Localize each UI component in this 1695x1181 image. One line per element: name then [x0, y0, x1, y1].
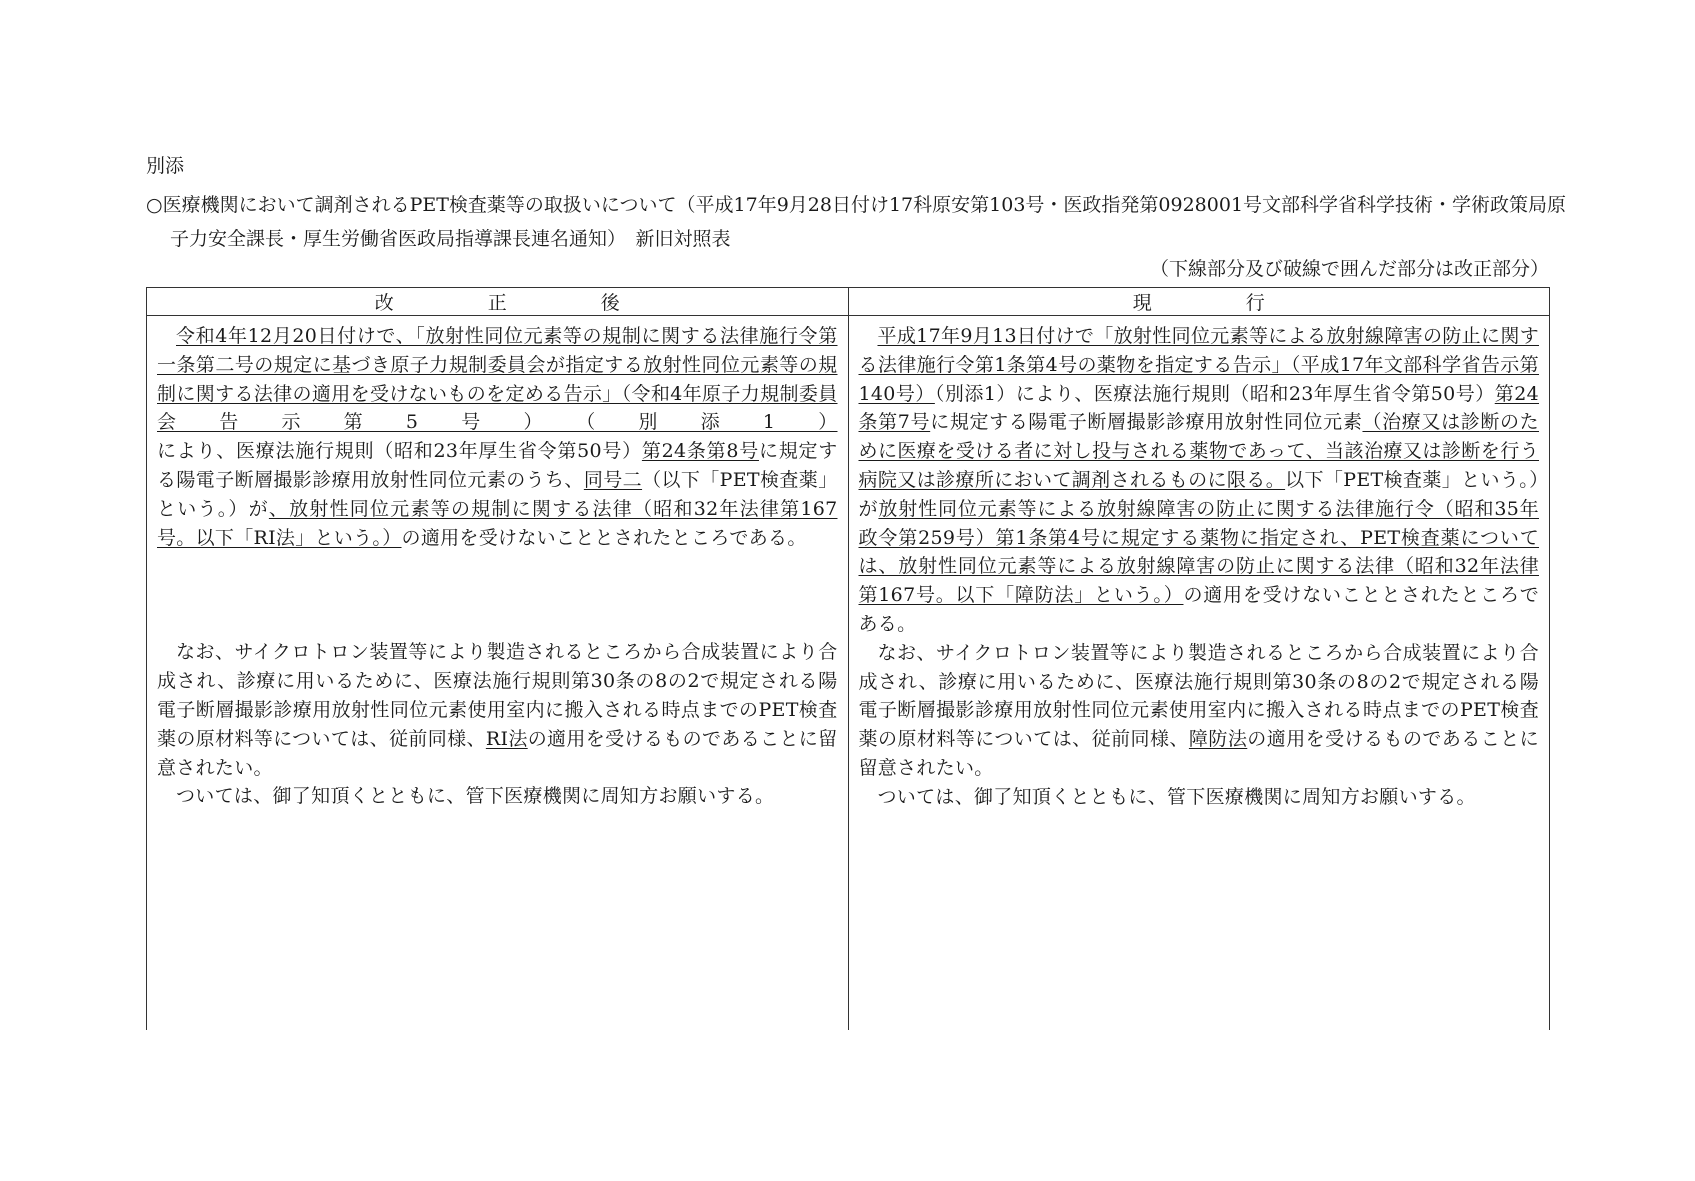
table-header-row [147, 288, 1550, 316]
after-paragraph-3: ついては、御了知頂くとともに、管下医療機関に周知方お願いする。 [176, 785, 775, 808]
before-p1-text-3: 以下「PET検査薬」という。）が [858, 468, 1540, 520]
header-before: 現 行 [848, 288, 1550, 316]
after-p1-underlined-2: 第24条第8号 [641, 440, 759, 463]
after-p2-underlined: RI法 [485, 727, 528, 750]
after-p1-underlined-4: 、放射性同位元素等の規制に関する法律（昭和32年法律第167号。以下「RI法」という。） [157, 497, 838, 549]
before-p1-underlined-1: 平成17年9月13日付けで「放射性同位元素等による放射線障害の防止に関する法律施行令第1条第4号の薬物を指定する告示」（平成17年文部科学省告示第140号） [858, 325, 1539, 405]
before-p1-text-4: の適用を受けないこととされたところである。 [858, 584, 1539, 635]
before-p1-underlined-3: （治療又は診断のために医療を受ける者に対し投与される薬物であって、当該治療又は診断を行う病院又は診療所において調剤されるものに限る。 [858, 411, 1539, 491]
before-p1-underlined-4: 放射性同位元素等による放射線障害の防止に関する法律施行令（昭和35年政令第259号）第1条第4号に規定する薬物に指定され、PET検査薬については、放射性同位元素等による放射線障害の防止に関する法律（昭和32年法律第167号。以下「障防法」という。） [858, 497, 1539, 607]
after-paragraph-1 [157, 322, 838, 552]
before-p1-text-1: （別添1）により、医療法施行規則（昭和23年厚生省令第50号） [934, 382, 1495, 405]
before-p1-text-2: に規定する陽電子断層撮影診療用放射性同位元素 [930, 411, 1363, 434]
before-paragraph-1 [859, 322, 1540, 639]
before-paragraph-3: ついては、御了知頂くとともに、管下医療機関に周知方お願いする。 [877, 785, 1476, 808]
before-p1-underlined-2: 第24条第7号 [858, 382, 1540, 434]
after-p1-text-1: により、医療法施行規則（昭和23年厚生省令第50号） [157, 440, 642, 463]
before-p2-text-2: の適用を受けるものであることに留意されたい。 [858, 728, 1539, 779]
after-p2-text-1: なお、サイクロトロン装置等により製造されるところから合成装置により合成され、診療に用いるために、医療法施行規則第30条の8の2で規定される陽電子断層撮影診療用放射性同位元素使用室内に搬入される時点までのPET検査薬の原材料等については、従前同様、 [157, 641, 838, 750]
amendment-note: （下線部分及び破線で囲んだ部分は改正部分） [1149, 258, 1549, 280]
before-p2-underlined: 障防法 [1188, 728, 1248, 751]
after-paragraph-2 [157, 638, 838, 782]
header-after: 改 正 後 [147, 288, 849, 316]
document-title: ○医療機関において調剤されるPET検査薬等の取扱いについて（平成17年9月28日付け17科原安第103号・医政指発第0928001号文部科学省科学技術・学術政策局原子力安全課長・厚生労働省医政局指導課長連名通知） 新旧対照表 [146, 194, 1567, 250]
after-p1-underlined-3: 同号二 [583, 468, 643, 491]
table-body-row [147, 316, 1550, 1031]
after-p1-text-3: （以下「PET検査薬」という。）が [157, 468, 838, 520]
comparison-table [146, 287, 1550, 1030]
before-paragraph-2 [859, 639, 1540, 783]
after-column [147, 316, 849, 1031]
after-p1-underlined-1: 令和4年12月20日付けで、「放射性同位元素等の規制に関する法律施行令第一条第二号の規定に基づき原子力規制委員会が指定する放射性同位元素等の規制に関する法律の適用を受けないものを定める告示」（令和4年原子力規制委員会告示第5号）（別添1） [157, 325, 838, 434]
after-p2-text-2: の適用を受けるものであることに留意されたい。 [157, 727, 838, 779]
after-p1-text-2: に規定する陽電子断層撮影診療用放射性同位元素のうち、 [157, 440, 838, 491]
before-column [848, 316, 1550, 1031]
attachment-label: 別添 [146, 155, 185, 177]
after-p1-text-4: の適用を受けないこととされたところである。 [401, 526, 807, 549]
after-spacer [157, 552, 838, 638]
before-p2-text-1: なお、サイクロトロン装置等により製造されるところから合成装置により合成され、診療に用いるために、医療法施行規則第30条の8の2で規定される陽電子断層撮影診療用放射性同位元素使用室内に搬入される時点までのPET検査薬の原材料等については、従前同様、 [858, 641, 1539, 751]
